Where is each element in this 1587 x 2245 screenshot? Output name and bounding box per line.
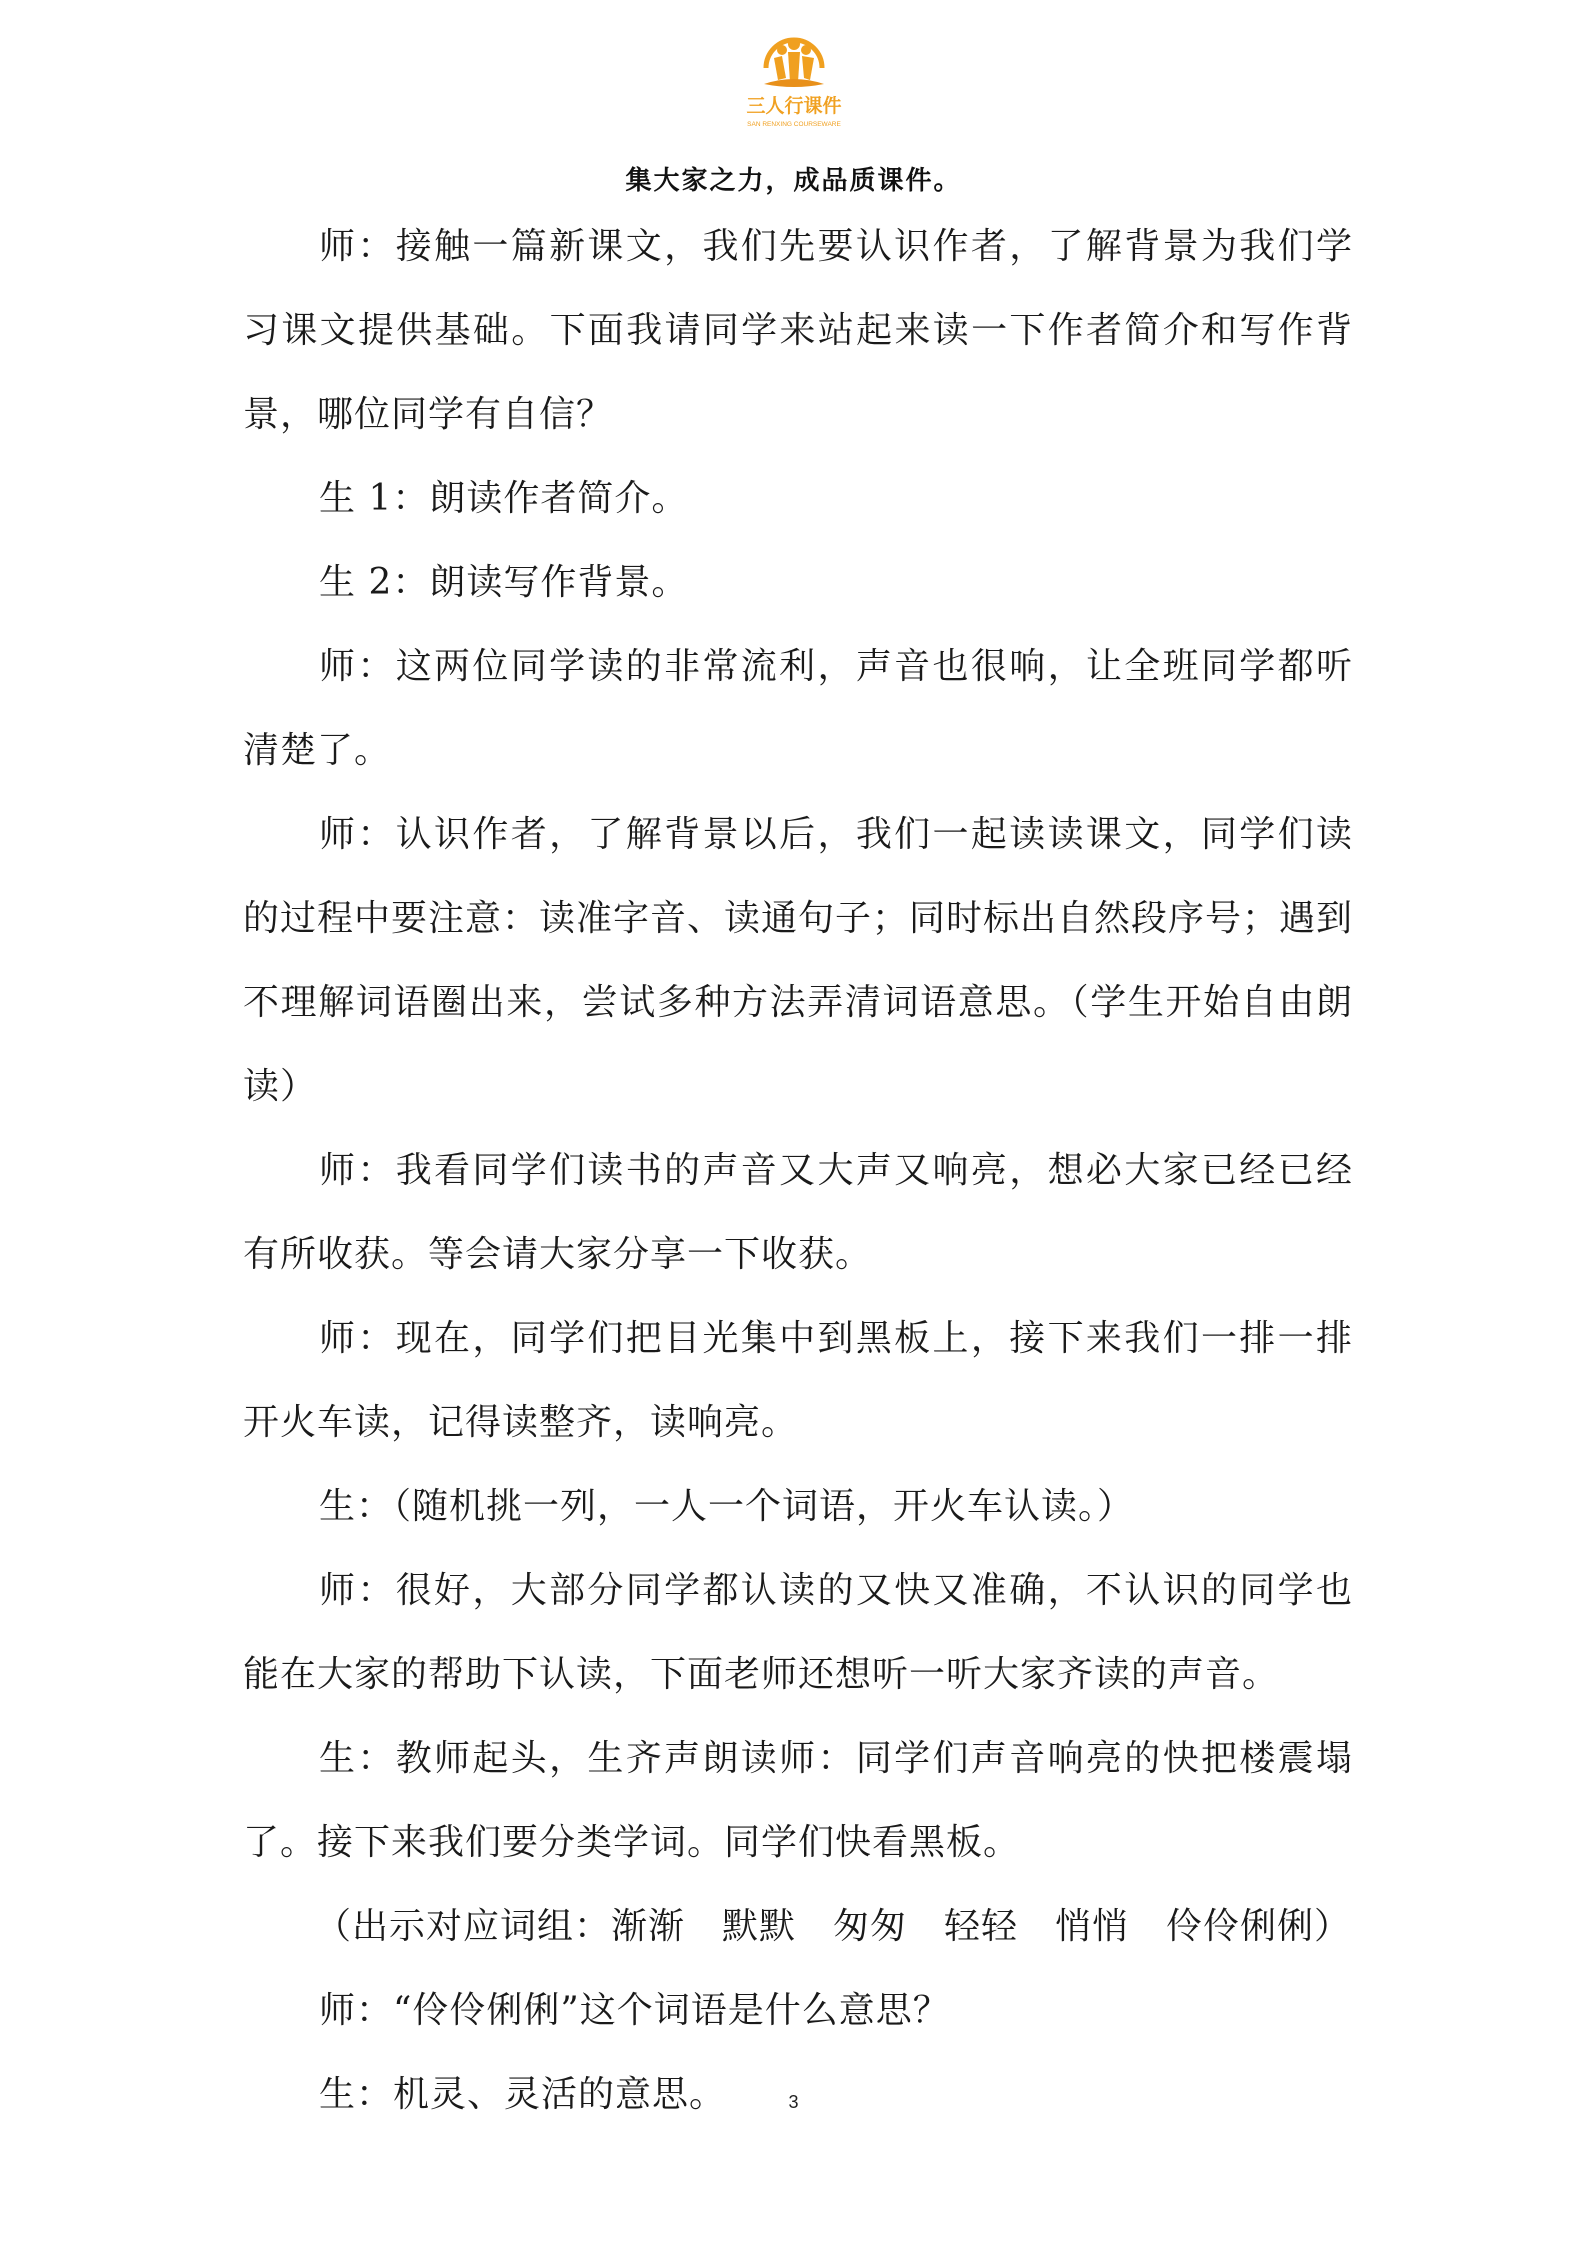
paragraph: 师：这两位同学读的非常流利，声音也很响，让全班同学都听清楚了。 <box>243 646 1353 771</box>
paragraph: 生 2：朗读写作背景。 <box>319 562 689 603</box>
paragraph: 师：现在，同学们把目光集中到黑板上，接下来我们一排一排开火车读，记得读整齐，读响亮。 <box>243 1318 1353 1443</box>
paragraph: 生：教师起头，生齐声朗读师：同学们声音响亮的快把楼震塌了。接下来我们要分类学词。同学们快看黑板。 <box>243 1738 1353 1863</box>
paragraph: 师：我看同学们读书的声音又大声又响亮，想必大家已经已经有所收获。等会请大家分享一下收获。 <box>243 1150 1353 1275</box>
logo-text: 三人行课件 <box>745 95 842 117</box>
people-courseware-logo-icon <box>734 28 854 138</box>
paragraph: 生 1：朗读作者简介。 <box>319 478 689 519</box>
paragraph: 生：（随机挑一列，一人一个词语，开火车认读。） <box>319 1486 1135 1527</box>
paragraph: 师：很好，大部分同学都认读的又快又准确，不认识的同学也能在大家的帮助下认读，下面老师还想听一听大家齐读的声音。 <box>243 1570 1353 1695</box>
paragraph: 师：接触一篇新课文，我们先要认识作者，了解背景为我们学习课文提供基础。下面我请同学来站起来读一下作者简介和写作背景，哪位同学有自信？ <box>243 226 1353 435</box>
document-body <box>243 205 1353 2137</box>
word-list-paragraph: （出示对应词组：渐渐 默默 匆匆 轻轻 悄悄 伶伶俐俐） <box>315 1906 1352 1947</box>
tagline: 集大家之力，成品质课件。 <box>625 166 962 196</box>
logo-subtext: SAN RENXING COURSEWARE <box>746 121 841 128</box>
paragraph: 师：认识作者，了解背景以后，我们一起读读课文，同学们读的过程中要注意：读准字音、读通句子；同时标出自然段序号；遇到不理解词语圈出来，尝试多种方法弄清词语意思。（学生开始自由朗读） <box>243 814 1354 1107</box>
page-header <box>0 28 1587 197</box>
paragraph: 师：“伶伶俐俐”这个词语是什么意思？ <box>319 1990 950 2031</box>
page-number: 3 <box>788 2092 799 2112</box>
paragraph: 生：机灵、灵活的意思。 <box>319 2074 727 2115</box>
